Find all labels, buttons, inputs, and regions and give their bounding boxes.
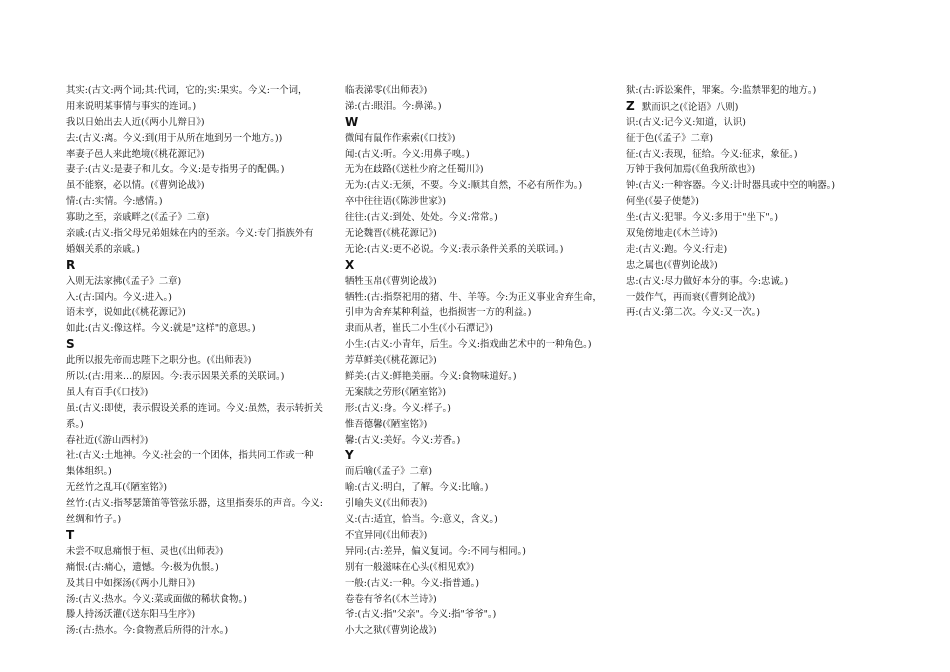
entry-line: 走:(古义:跑。今义:行走) <box>626 243 728 255</box>
entry-line: 喻:(古义:明白，了解。今义:比喻。) <box>345 482 489 494</box>
entry-line: 识:(古义:记今义:知道，认识) <box>626 116 746 128</box>
entry-line: 形:(古义:身。今义:样子。) <box>345 402 451 414</box>
entry-line: 义:(古:适宜，恰当。今:意义，含义。) <box>345 514 498 526</box>
entry-line: 社:(古义:土地神。今义:社会的一个团体，指共同工作或一种 <box>66 450 314 462</box>
column-middle <box>345 83 615 639</box>
entry-line: 临表涕零(《出师表》) <box>345 85 428 96</box>
entry-line: 卒中往往语(《陈涉世家》) <box>345 196 447 208</box>
entry-line: 涕:(古:眼泪。今:鼻涕。) <box>345 100 442 112</box>
entry-line: 卷卷有爷名(《木兰诗》) <box>345 593 437 605</box>
entry-line: 用来说明某事情与事实的连词。) <box>66 100 197 112</box>
entry-line: 往往:(古义:到处、处处。今义:常常。) <box>345 212 498 224</box>
entry-line: 征于色(《孟子》二章) <box>626 132 713 144</box>
entry-line: 寡助之至，亲戚畔之(《孟子》二章) <box>66 212 210 224</box>
entry-line: 忠之属也(《曹刿论战》) <box>626 259 718 271</box>
entry-line: 何坐(《晏子使楚》) <box>626 196 699 208</box>
entry-line: 语未亨，说如此(《桃花源记》) <box>66 307 186 319</box>
entry-line: 忠:(古义:尽力做好本分的事。今:忠诚。) <box>626 275 789 287</box>
entry-line: 牺牲玉帛(《曹刿论战》) <box>345 275 437 287</box>
entry-line: 情:(古:实情。今:感情。) <box>66 196 163 208</box>
entry-line: 征:(古义:表现，征给。今义:征求，象征。) <box>626 148 798 160</box>
entry-line: 入则无法家拂(《孟子》二章) <box>66 275 182 287</box>
entry-line: 再:(古义:第二次。今义:又一次。) <box>626 307 760 319</box>
entry-line: 其实:(古文:两个词;其:代词，它的;实:果实。今义:一个词， <box>66 85 308 96</box>
entry-line: 钟:(古义:一种容器。今义:计时器具或中空的响器。) <box>626 180 835 192</box>
entry-line: 去:(古义:离。今义:到(用于从所在地到另一个地方。)) <box>66 132 283 144</box>
column-right <box>626 83 894 321</box>
entry-line: 小大之狱(《曹刿论战》) <box>345 625 437 637</box>
entry-line: 无丝竹之乱耳(《陋室铭》) <box>66 482 168 494</box>
entry-line: 婚姻关系的亲戚。) <box>66 243 140 255</box>
entry-line: 别有一般滋味在心头(《相见欢》) <box>345 561 475 573</box>
entry-line: 坐:(古义:犯罪。今义:多用于"坐下"。) <box>626 212 778 224</box>
entry-line: 丝竹:(古义:指琴瑟箫笛等管弦乐器，这里指奏乐的声音。今义: <box>66 498 323 510</box>
entry-line: 万钟于我何加焉(《鱼我所欲也》) <box>626 164 756 176</box>
entry-line: 无论魏晋(《桃花源记》) <box>345 228 437 240</box>
entry-line: 引申为舍弃某种利益，也指损害一方的利益。) <box>345 307 532 319</box>
entry-line: 我以日始出去人近(《两小儿辩日》) <box>66 116 205 128</box>
entry-line: 惟吾德馨(《陋室铭》) <box>345 418 428 430</box>
entry-line: 未尝不叹息痛恨于桓、灵也(《出师表》) <box>66 545 224 557</box>
entry-line: 及其日中如探汤(《两小儿辩日》) <box>66 577 196 589</box>
entry-line: 狱:(古:诉讼案件，罪案。今:监禁罪犯的地方。) <box>626 85 817 96</box>
entry-line: 小生:(古义:小青年，后生。今义:指戏曲艺术中的一种角色。) <box>345 339 592 351</box>
entry-line: 爷:(古义:指"父亲"。今义:指"爷爷"。) <box>345 609 497 621</box>
entry-line: 虽:(古义:即使，表示假设关系的连词。今义:虽然，表示转折关 <box>66 402 323 414</box>
entry-line: 无为在歧路(《送杜少府之任蜀川》) <box>345 164 484 176</box>
entry-line: 虽不能察，必以情。(《曹刿论战》) <box>66 180 205 192</box>
section-letter: Y <box>345 448 354 463</box>
entry-line: 微闻有鼠作作索索(《口技》) <box>345 132 456 144</box>
entry-line: 此所以报先帝而忠陛下之职分也。(《出师表》) <box>66 355 252 367</box>
entry-line: 率妻子邑人来此绝境(《桃花源记》) <box>66 148 205 160</box>
entry-line: 不宜异同(《出师表》) <box>345 529 428 541</box>
entry-line: 一般:(古义:一种。今义:指普通。) <box>345 577 479 589</box>
entry-line: 隶而从者，崔氏二小生(《小石潭记》) <box>345 323 493 335</box>
column-left <box>66 83 334 639</box>
entry-line: 丝绸和竹子。) <box>66 514 122 526</box>
entry-line: 芳草鲜美(《桃花源记》) <box>345 355 437 367</box>
entry-line: 亲戚:(古义:指父母兄弟姐妹在内的至亲。今义:专门指族外有 <box>66 228 314 240</box>
section-letter: T <box>66 527 75 542</box>
entry-line: 牺牲:(古:指祭祀用的猪、牛、羊等。今:为正义事业舍弃生命， <box>345 291 602 303</box>
entry-line: 系。) <box>66 418 84 430</box>
entry-line: 痛恨:(古:痛心，遗憾。今:极为仇恨。) <box>66 561 219 573</box>
entry-line: 所以:(古:用来…的原因。今:表示因果关系的关联词。) <box>66 371 285 383</box>
entry-line: 汤:(古:热水。今:食物煮后所得的汁水。) <box>66 625 229 637</box>
entry-line: 春社近(《游山西村》) <box>66 434 149 446</box>
section-letter: R <box>66 257 76 272</box>
section-letter: Z <box>626 98 635 113</box>
entry-line: 无论:(古义:更不必说。今义:表示条件关系的关联词。) <box>345 243 564 255</box>
entry-line: 双兔傍地走(《木兰诗》) <box>626 228 718 240</box>
entry-line: 引喻失义(《出师表》) <box>345 498 428 510</box>
entry-line: 闻:(古义:听。今义:用鼻子嗅。) <box>345 148 470 160</box>
entry-line: 无案牍之劳形(《陋室铭》) <box>345 386 447 398</box>
entry-line: 虽人有百手(《口技》) <box>66 386 149 398</box>
section-letter: S <box>66 337 75 352</box>
entry-line: 鲜美:(古义:鲜艳美丽。今义:食物味道好。) <box>345 371 517 383</box>
entry-line: 集体组织。) <box>66 466 112 478</box>
section-letter: X <box>345 257 355 272</box>
section-letter: W <box>345 114 359 129</box>
entry-line: 滕人持汤沃灌(《送东阳马生序》) <box>66 609 196 621</box>
entry-line: 如此:(古义:像这样。今义:就是"这样"的意思。) <box>66 323 256 335</box>
entry-text: 默而识之(《论语》八则) <box>642 101 739 113</box>
entry-line: 无为:(古义:无须，不要。今义:顺其自然，不必有所作为。) <box>345 180 583 192</box>
entry-line: 入:(古:国内。今义:进入。) <box>66 291 172 303</box>
entry-line: 一鼓作气，再而衰(《曹刿论战》) <box>626 291 756 303</box>
entry-line: 汤:(古义:热水。今义:菜或面做的稀状食物。) <box>66 593 247 605</box>
entry-line: 妻子:(古义:是妻子和儿女。今义:是专指男子的配偶。) <box>66 164 285 176</box>
entry-line-with-heading <box>626 99 894 115</box>
entry-line: 异同:(古:差异，偏义复词。今:不同与相同。) <box>345 545 526 557</box>
entry-line: 而后喻(《孟子》二章) <box>345 466 432 478</box>
entry-line: 馨:(古义:美好。今义:芳香。) <box>345 434 461 446</box>
